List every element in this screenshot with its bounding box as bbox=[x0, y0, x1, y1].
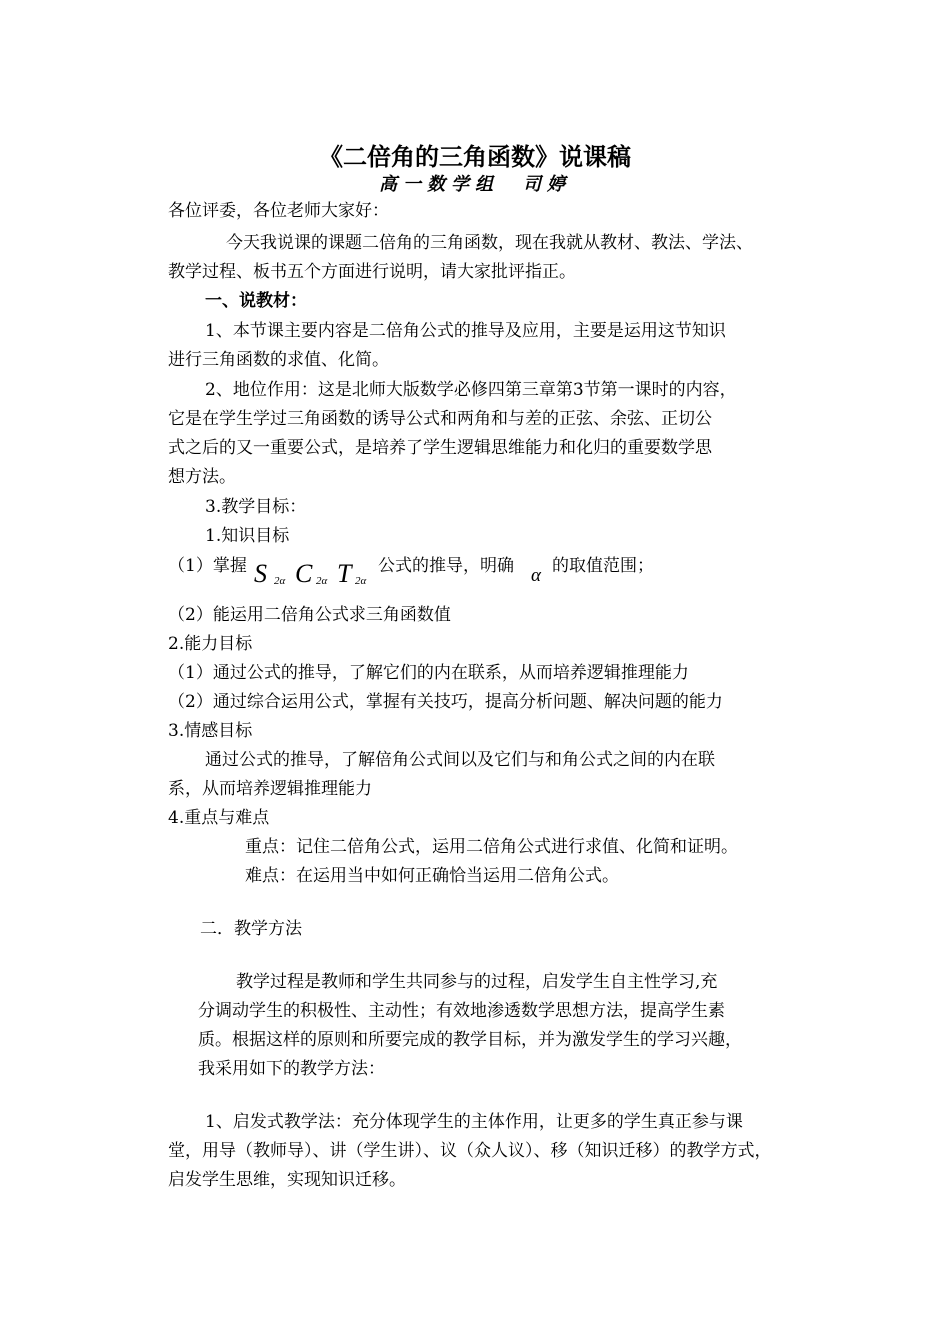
method-1-line-1: 1、启发式教学法：充分体现学生的主体作用，让更多的学生真正参与课 bbox=[205, 1112, 743, 1132]
method-paragraph-line-2: 分调动学生的积极性、主动性；有效地渗透数学思想方法，提高学生素 bbox=[198, 1001, 725, 1021]
method-1-line-3: 启发学生思维，实现知识迁移。 bbox=[168, 1170, 406, 1190]
formula-c-subscript: 2α bbox=[316, 575, 328, 587]
emotion-goal-heading: 3.情感目标 bbox=[168, 721, 253, 741]
formula-s-subscript: 2α bbox=[274, 575, 286, 587]
knowledge-goal-1-suffix: 的取值范围； bbox=[552, 556, 654, 576]
method-1-line-2: 堂，用导（教师导）、讲（学生讲）、议（众人议）、移（知识迁移）的教学方式， bbox=[168, 1141, 772, 1161]
knowledge-goal-1-middle: 公式的推导，明确 bbox=[378, 556, 514, 576]
item-1-line-1: 1、本节课主要内容是二倍角公式的推导及应用，主要是运用这节知识 bbox=[205, 321, 726, 341]
emotion-goal-line-2: 系，从而培养逻辑推理能力 bbox=[168, 779, 372, 799]
key-points-heading: 4.重点与难点 bbox=[168, 808, 270, 828]
item-2-line-2: 它是在学生学过三角函数的诱导公式和两角和与差的正弦、余弦、正切公 bbox=[168, 409, 712, 429]
ability-goal-2: （2）通过综合运用公式，掌握有关技巧，提高分析问题、解决问题的能力 bbox=[168, 692, 723, 712]
greeting: 各位评委，各位老师大家好： bbox=[168, 201, 389, 221]
section-2-heading: 二．教学方法 bbox=[200, 919, 302, 939]
ability-goal-heading: 2.能力目标 bbox=[168, 634, 253, 654]
page-subtitle: 高一数学组 司婷 bbox=[379, 174, 571, 195]
formula-t: T bbox=[337, 559, 352, 588]
method-paragraph-line-4: 我采用如下的教学方法： bbox=[198, 1059, 385, 1079]
knowledge-goal-heading: 1.知识目标 bbox=[205, 526, 290, 546]
formula-t-subscript: 2α bbox=[355, 575, 367, 587]
page-title: 《二倍角的三角函数》说课稿 bbox=[319, 142, 631, 171]
formula-s: S bbox=[254, 559, 267, 588]
intro-line-1: 今天我说课的课题二倍角的三角函数，现在我就从教材、教法、学法、 bbox=[226, 233, 753, 253]
method-paragraph-line-1: 教学过程是教师和学生共同参与的过程，启发学生自主性学习,充 bbox=[236, 972, 718, 992]
difficulty-point: 难点：在运用当中如何正确恰当运用二倍角公式。 bbox=[245, 866, 619, 886]
item-2-line-1: 2、地位作用：这是北师大版数学必修四第三章第3节第一课时的内容， bbox=[205, 380, 737, 400]
ability-goal-1: （1）通过公式的推导，了解它们的内在联系，从而培养逻辑推理能力 bbox=[168, 663, 689, 683]
emotion-goal-line-1: 通过公式的推导，了解倍角公式间以及它们与和角公式之间的内在联 bbox=[205, 750, 715, 770]
key-point: 重点：记住二倍角公式，运用二倍角公式进行求值、化简和证明。 bbox=[245, 837, 738, 857]
section-1-heading: 一、说教材： bbox=[205, 291, 307, 311]
intro-line-2: 教学过程、板书五个方面进行说明，请大家批评指正。 bbox=[168, 262, 576, 282]
formula-c: C bbox=[295, 559, 313, 588]
goals-heading: 3.教学目标： bbox=[205, 497, 307, 517]
item-2-line-4: 想方法。 bbox=[168, 467, 236, 487]
method-paragraph-line-3: 质。根据这样的原则和所要完成的教学目标，并为激发学生的学习兴趣， bbox=[198, 1030, 742, 1050]
knowledge-goal-2: （2）能运用二倍角公式求三角函数值 bbox=[168, 605, 451, 625]
item-2-line-3: 式之后的又一重要公式，是培养了学生逻辑思维能力和化归的重要数学思 bbox=[168, 438, 712, 458]
formula-alpha: α bbox=[531, 565, 541, 586]
item-1-line-2: 进行三角函数的求值、化简。 bbox=[168, 350, 389, 370]
knowledge-goal-1-prefix: （1）掌握 bbox=[168, 556, 247, 576]
